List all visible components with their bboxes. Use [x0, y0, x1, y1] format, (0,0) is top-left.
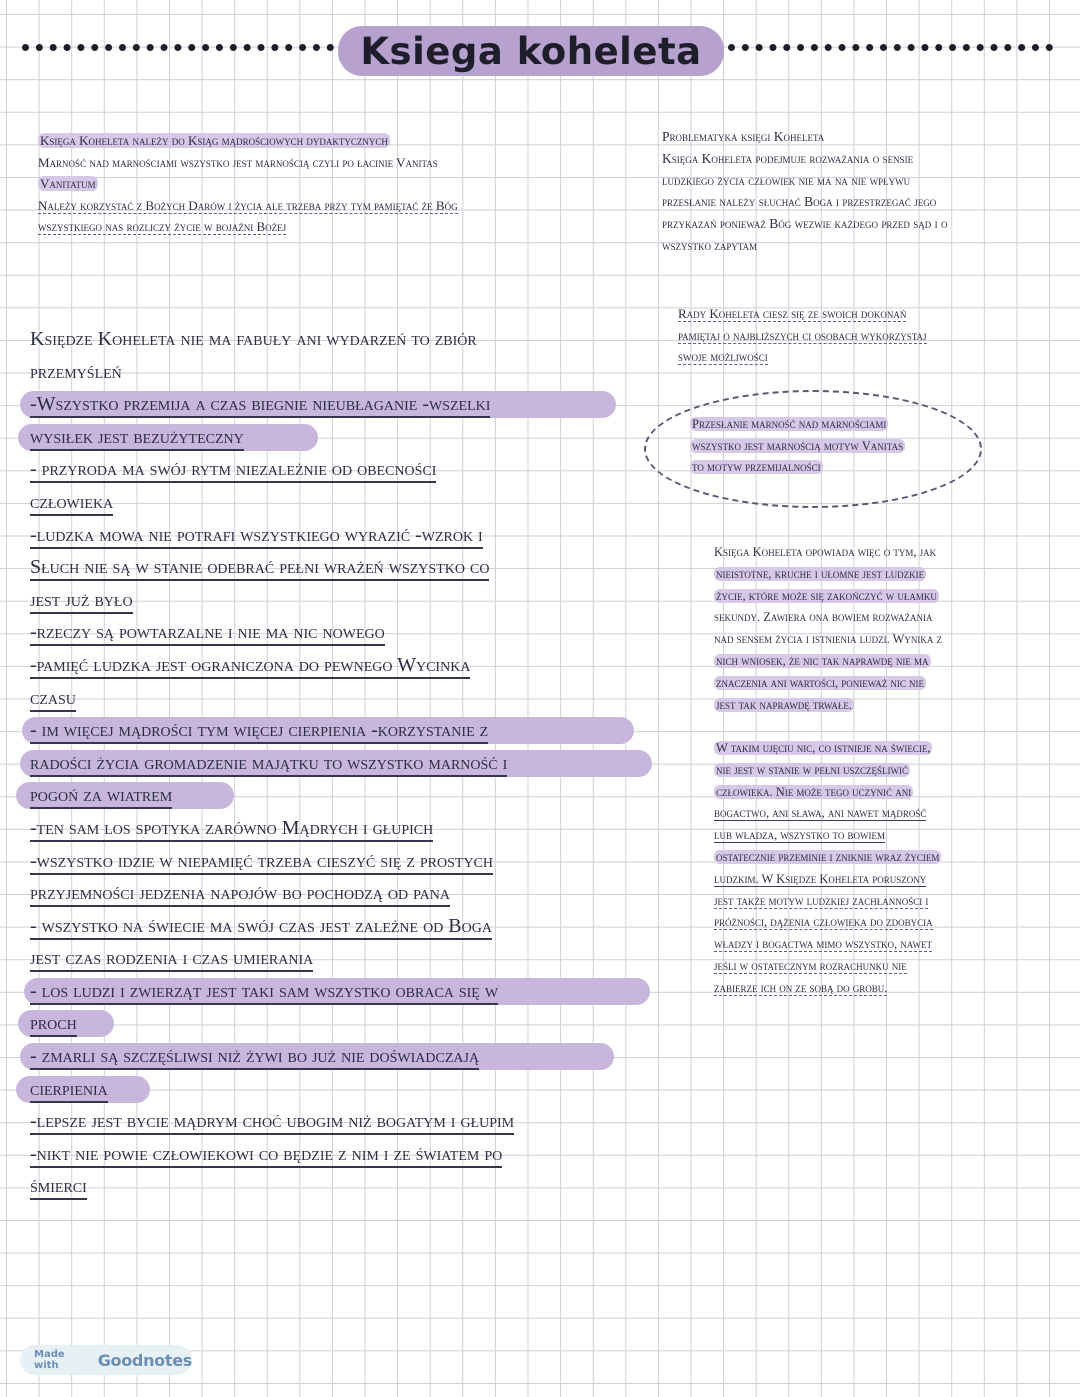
- main-line: czasu: [30, 682, 650, 715]
- main-line: - wszystko na świecie ma swój czas jest zależne od Boga: [30, 910, 650, 943]
- vanitas-line: ludzkim. W Księdze Koheleta poruszony: [714, 871, 927, 886]
- problematyka-line: przykazań ponieważ Bóg wezwie każdego przed sąd i o: [662, 216, 948, 232]
- intro-note: [38, 130, 598, 238]
- rady-line: Rady Koheleta ciesz się ze swoich dokonań: [678, 306, 907, 321]
- intro-line: Marność nad marnościami wszystko jest marnością czyli po łacinie Vanitas: [38, 154, 438, 170]
- main-line: Księdze Koheleta nie ma fabuły ani wydarzeń to zbiór: [30, 328, 477, 350]
- vanitas-line: bogactwo, ani sława, ani nawet mądrość: [714, 806, 927, 821]
- rady-line: swoje możliwości: [678, 349, 768, 364]
- made-with-badge[interactable]: [20, 1345, 192, 1375]
- summary-line: nad sensem życia i istnienia ludzi. Wynika z: [714, 632, 943, 647]
- main-line: -ten sam los spotyka zarówno Mądrych i głupich: [30, 812, 650, 845]
- main-line: śmierci: [30, 1170, 650, 1203]
- problematyka-line: ludzkiego życia człowiek nie ma na nie wpływu: [662, 172, 911, 188]
- vanitas-line: próżności, dążenia człowieka do zdobycia: [714, 915, 933, 930]
- summary-line: nich wniosek, że nic tak naprawdę nie ma: [716, 653, 929, 668]
- intro-line: Księga Koheleta należy do Ksiąg mądrościowych dydaktycznych: [40, 133, 388, 148]
- main-line: radości życia gromadzenie majątku to wszystko marność i: [30, 747, 650, 780]
- summary-line: życie, które może się zakończyć w ułamku: [716, 588, 937, 603]
- vanitas-line: ostatecznie przeminie i zniknie wraz życiem: [716, 849, 940, 864]
- vanitas-line: człowieka. Nie może tego uczynić ani: [716, 784, 912, 799]
- main-line: -wszystko idzie w niepamięć trzeba cieszyć się z prostych: [30, 845, 650, 878]
- vanitas-line: nie jest w stanie w pełni uszczęśliwić: [716, 762, 909, 777]
- vanitas-line: władzy i bogactwa mimo wszystko, nawet: [714, 937, 933, 952]
- problematyka-heading: Problematyka księgi Koheleta: [662, 129, 825, 144]
- main-line: cierpienia: [30, 1073, 650, 1106]
- vanitas-line: jeśli w ostatecznym rozrachunku nie: [714, 958, 907, 973]
- vanitas-line: W takim ujęciu nic, co istnieje na świecie,: [716, 741, 931, 755]
- main-line: -nikt nie powie człowiekowi co będzie z nim i ze światem po: [30, 1138, 650, 1171]
- intro-line: Należy korzystać z Bożych Darów i życia ale trzeba przy tym pamiętać że Bóg: [38, 197, 458, 213]
- intro-line: wszystkiego nas rozliczy życie w bojaźni Bożej: [38, 219, 287, 234]
- summary-line: jest tak naprawdę trwałe.: [716, 697, 853, 712]
- main-line: - los ludzi i zwierząt jest taki sam wszystko obraca się w: [30, 975, 650, 1008]
- made-with-label: Made with: [34, 1349, 65, 1371]
- main-line: -ludzka mowa nie potrafi wszystkiego wyrazić -wzrok i: [30, 519, 650, 552]
- problematyka-line: przesłanie należy słuchać Boga i przestrzegać jego: [662, 194, 937, 210]
- title-row: [0, 22, 1080, 84]
- vanitas-line: jest także motyw ludzkiej zachłanności i: [714, 893, 929, 908]
- summary-line: Księga Koheleta opowiada więc o tym, jak: [714, 545, 937, 559]
- main-list: [30, 323, 650, 1203]
- przeslanie-line: Przesłanie marność nad marnościami: [692, 417, 887, 431]
- main-line: -rzeczy są powtarzalne i nie ma nic nowego: [30, 616, 650, 649]
- rady-line: pamiętaj o najbliższych ci osobach wykorzystaj: [678, 327, 927, 343]
- vanitas-line: lub władza, wszystko to bowiem: [714, 828, 885, 843]
- przeslanie-line: wszystko jest marnością motyw Vanitas: [692, 438, 904, 453]
- page-title: Ksiega koheleta: [338, 26, 724, 76]
- brand-logo: Goodnotes: [97, 1350, 192, 1370]
- main-line: człowieka: [30, 486, 650, 519]
- vanitas-note: [714, 738, 1044, 1000]
- problematyka-line: Księga Koheleta podejmuje rozważania o sensie: [662, 150, 914, 166]
- dotted-divider-left: [22, 44, 334, 51]
- przeslanie-note: [690, 414, 990, 479]
- problematyka-line: wszystko zapytam: [662, 237, 758, 253]
- rady-note: [678, 303, 1038, 368]
- main-line: jest już było: [30, 584, 650, 617]
- main-line: pogoń za wiatrem: [30, 779, 650, 812]
- problematyka-note: [662, 126, 1062, 257]
- main-line: wysiłek jest bezużyteczny: [30, 421, 650, 454]
- main-line: proch: [30, 1007, 650, 1040]
- main-line: jest czas rodzenia i czas umierania: [30, 942, 650, 975]
- summary-line: znaczenia ani wartości, ponieważ nic nie: [716, 675, 925, 690]
- summary-line: sekundy. Zawiera ona bowiem rozważania: [714, 610, 933, 625]
- main-line: - im więcej mądrości tym więcej cierpienia -korzystanie z: [30, 714, 650, 747]
- main-line: -Wszystko przemija a czas biegnie nieubłaganie -wszelki: [30, 388, 650, 421]
- main-line: Słuch nie są w stanie odebrać pełni wrażeń wszystko co: [30, 551, 650, 584]
- main-line: -lepsze jest bycie mądrym choć ubogim niż bogatym i głupim: [30, 1105, 650, 1138]
- main-line: -pamięć ludzka jest ograniczona do pewnego Wycinka: [30, 649, 650, 682]
- intro-line: Vanitatum: [40, 176, 96, 191]
- dotted-divider-right: [728, 44, 1053, 51]
- main-line: - zmarli są szczęśliwsi niż żywi bo już nie doświadczają: [30, 1040, 650, 1073]
- summary-note: [714, 542, 1044, 716]
- main-line: przyjemności jedzenia napojów bo pochodzą od pana: [30, 877, 650, 910]
- summary-line: nieistotne, kruche i ułomne jest ludzkie: [716, 566, 925, 581]
- vanitas-line: zabierze ich on ze sobą do grobu.: [714, 980, 888, 995]
- main-line: przemyśleń: [30, 360, 122, 383]
- przeslanie-line: to motyw przemijalności: [692, 460, 821, 474]
- main-line: - przyroda ma swój rytm niezależnie od obecności: [30, 453, 650, 486]
